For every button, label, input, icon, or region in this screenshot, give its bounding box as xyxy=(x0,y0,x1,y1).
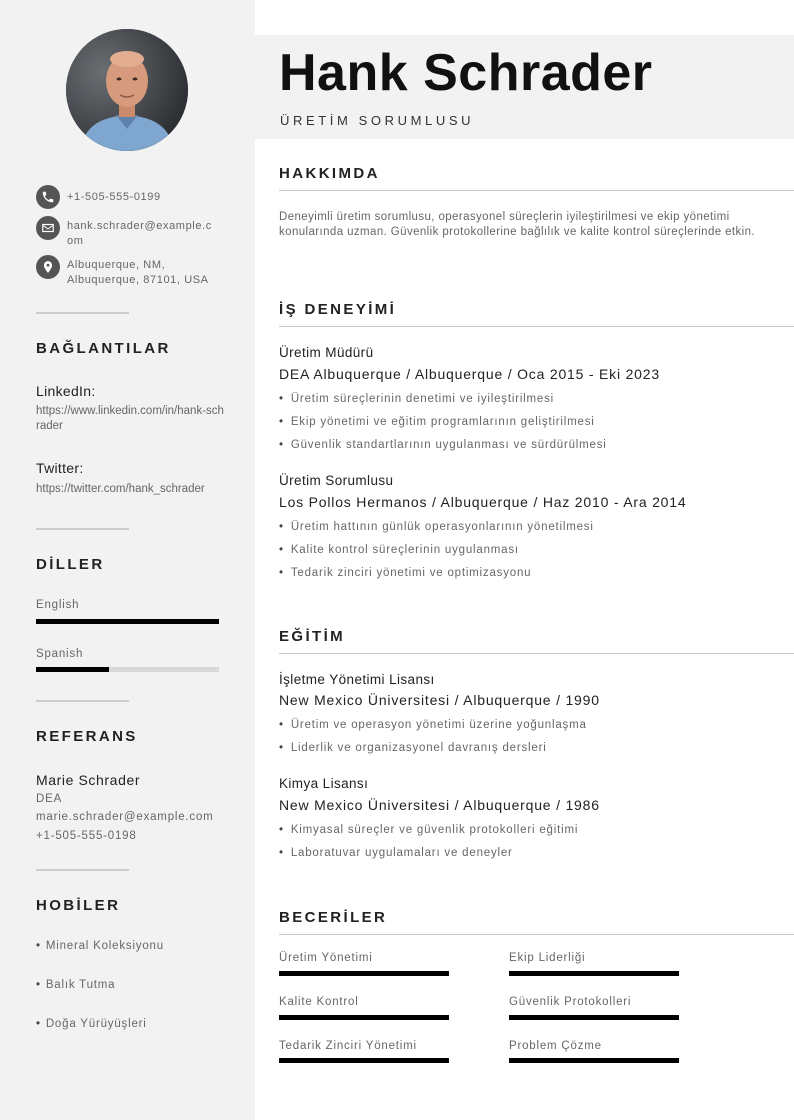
contact-address xyxy=(36,255,226,288)
experience-heading: İŞ DENEYİMİ xyxy=(279,301,397,318)
education-bullet: • Liderlik ve organizasyonel davranış dersleri xyxy=(279,742,547,754)
bullet-text: Üretim ve operasyon yönetimi üzerine yoğunlaşma xyxy=(290,719,587,731)
job-bullet: • Ekip yönetimi ve eğitim programlarının geliştirilmesi xyxy=(279,416,595,428)
twitter-link[interactable]: https://twitter.com/hank_schrader xyxy=(36,483,205,495)
linkedin-link[interactable]: https://www.linkedin.com/in/hank-schrader xyxy=(36,405,224,432)
bullet-text: Üretim hattının günlük operasyonlarının yönetilmesi xyxy=(290,521,594,533)
skill-level-fill xyxy=(509,971,679,976)
skill-level-bar xyxy=(279,1015,449,1020)
skill-name: Problem Çözme xyxy=(509,1040,602,1052)
section-rule xyxy=(279,190,794,191)
hobby-item: • Doğa Yürüyüşleri xyxy=(36,1018,147,1030)
skill-name: Ekip Liderliği xyxy=(509,952,586,964)
divider xyxy=(36,700,129,702)
header-band xyxy=(255,35,794,139)
language-name: Spanish xyxy=(36,648,84,660)
skill-level-bar xyxy=(279,1058,449,1063)
skills-heading: BECERİLER xyxy=(279,909,388,926)
job-title: Üretim Müdürü xyxy=(279,345,374,360)
references-heading: REFERANS xyxy=(36,728,138,745)
phone-text: +1-505-555-0199 xyxy=(67,191,161,203)
skill-name: Üretim Yönetimi xyxy=(279,952,373,964)
email-text[interactable]: hank.schrader@example.com xyxy=(67,220,212,247)
language-level-fill xyxy=(36,619,219,624)
language-level-bar xyxy=(36,619,219,624)
envelope-icon xyxy=(36,216,60,240)
school-line: New Mexico Üniversitesi / Albuquerque / 1986 xyxy=(279,797,600,813)
skill-level-fill xyxy=(279,971,449,976)
language-name: English xyxy=(36,599,80,611)
skill-name: Kalite Kontrol xyxy=(279,996,359,1008)
job-organization: DEA Albuquerque / Albuquerque / Oca 2015 - Eki 2023 xyxy=(279,366,660,382)
hobby-item: • Mineral Koleksiyonu xyxy=(36,940,164,952)
candidate-name: Hank Schrader xyxy=(279,44,653,102)
section-rule xyxy=(279,653,794,654)
skill-name: Tedarik Zinciri Yönetimi xyxy=(279,1040,417,1052)
reference-email[interactable]: marie.schrader@example.com xyxy=(36,811,214,823)
job-bullet: • Üretim süreçlerinin denetimi ve iyileştirilmesi xyxy=(279,393,555,405)
bullet-text: Liderlik ve organizasyonel davranış dersleri xyxy=(290,742,547,754)
bullet-text: Tedarik zinciri yönetimi ve optimizasyonu xyxy=(290,567,532,579)
job-organization: Los Pollos Hermanos / Albuquerque / Haz 2010 - Ara 2014 xyxy=(279,494,687,510)
skill-level-fill xyxy=(509,1015,679,1020)
job-bullet: • Güvenlik standartlarının uygulanması ve sürdürülmesi xyxy=(279,439,607,451)
divider xyxy=(36,869,129,871)
reference-phone: +1-505-555-0198 xyxy=(36,830,137,842)
contact-phone xyxy=(36,185,226,209)
education-bullet: • Üretim ve operasyon yönetimi üzerine yoğunlaşma xyxy=(279,719,587,731)
skill-level-bar xyxy=(509,1015,679,1020)
hobby-label: Balık Tutma xyxy=(45,979,116,991)
map-pin-icon xyxy=(36,255,60,279)
education-bullet: • Laboratuvar uygulamaları ve deneyler xyxy=(279,847,513,859)
linkedin-label: LinkedIn: xyxy=(36,383,96,399)
section-rule xyxy=(279,934,794,935)
skill-level-bar xyxy=(279,971,449,976)
degree-title: Kimya Lisansı xyxy=(279,776,369,791)
twitter-label: Twitter: xyxy=(36,460,84,476)
hobby-item: • Balık Tutma xyxy=(36,979,116,991)
divider xyxy=(36,312,129,314)
degree-title: İşletme Yönetimi Lisansı xyxy=(279,672,435,687)
job-bullet: • Tedarik zinciri yönetimi ve optimizasyonu xyxy=(279,567,532,579)
sidebar xyxy=(0,0,255,1120)
language-level-bar xyxy=(36,667,219,672)
bullet-text: Kalite kontrol süreçlerinin uygulanması xyxy=(290,544,519,556)
job-title: Üretim Sorumlusu xyxy=(279,473,394,488)
job-bullet: • Kalite kontrol süreçlerinin uygulanması xyxy=(279,544,519,556)
skill-level-bar xyxy=(509,1058,679,1063)
phone-icon xyxy=(36,185,60,209)
skill-level-fill xyxy=(509,1058,679,1063)
skill-level-bar xyxy=(509,971,679,976)
school-line: New Mexico Üniversitesi / Albuquerque / 1990 xyxy=(279,692,600,708)
skill-level-fill xyxy=(279,1015,449,1020)
about-text: Deneyimli üretim sorumlusu, operasyonel süreçlerin iyileştirilmesi ve ekip yönetimi konularında uzman. Güvenlik protokollerine bağlılık ve kalite kontrol süreçlerinde etkin. xyxy=(279,211,756,238)
hobbies-heading: HOBİLER xyxy=(36,897,121,914)
contact-email xyxy=(36,216,226,249)
bullet-text: Laboratuvar uygulamaları ve deneyler xyxy=(290,847,513,859)
reference-company: DEA xyxy=(36,793,63,805)
education-heading: EĞİTİM xyxy=(279,628,346,645)
skill-level-fill xyxy=(279,1058,449,1063)
section-rule xyxy=(279,326,794,327)
language-level-fill xyxy=(36,667,109,672)
divider xyxy=(36,528,129,530)
candidate-title: ÜRETİM SORUMLUSU xyxy=(280,113,475,128)
skill-name: Güvenlik Protokolleri xyxy=(509,996,632,1008)
reference-name: Marie Schrader xyxy=(36,772,141,788)
hobby-label: Mineral Koleksiyonu xyxy=(45,940,164,952)
hobby-label: Doğa Yürüyüşleri xyxy=(45,1018,147,1030)
bullet-text: Kimyasal süreçler ve güvenlik protokolleri eğitimi xyxy=(290,824,579,836)
education-bullet: • Kimyasal süreçler ve güvenlik protokolleri eğitimi xyxy=(279,824,579,836)
bullet-text: Ekip yönetimi ve eğitim programlarının geliştirilmesi xyxy=(290,416,595,428)
bullet-text: Güvenlik standartlarının uygulanması ve sürdürülmesi xyxy=(290,439,607,451)
about-heading: HAKKIMDA xyxy=(279,165,380,182)
job-bullet: • Üretim hattının günlük operasyonlarının yönetilmesi xyxy=(279,521,594,533)
bullet-text: Üretim süreçlerinin denetimi ve iyileştirilmesi xyxy=(290,393,555,405)
links-heading: BAĞLANTILAR xyxy=(36,340,171,357)
address-text: Albuquerque, NM, Albuquerque, 87101, USA xyxy=(67,259,209,286)
profile-photo xyxy=(66,29,188,151)
languages-heading: DİLLER xyxy=(36,556,105,573)
